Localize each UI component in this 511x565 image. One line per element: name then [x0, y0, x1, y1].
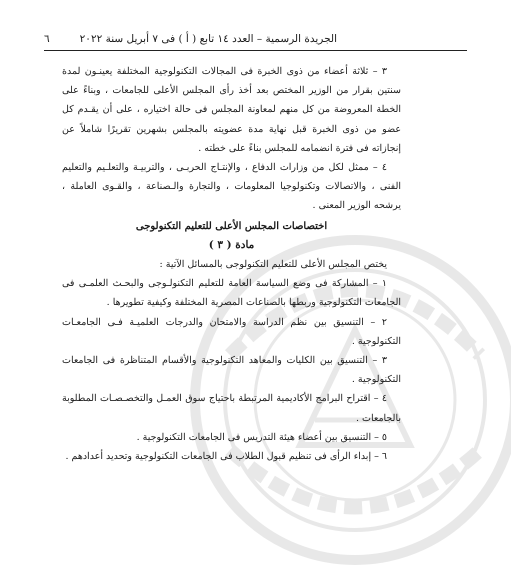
list-item: ١ – المشاركة فى وضع السياسة العامة للتعليم التكنولـوجى والبحـث العلمـى فى الجامعات التكنولوجية وربطها بالصناعات المصرية المختلفة وكيفية تطويرها . [62, 278, 401, 309]
list-item: ٥ – التنسيق بين أعضاء هيئة التدريس فى الجامعات التكنولوجية . [136, 431, 387, 443]
paragraph-member-experts: ٣ – ثلاثة أعضاء من ذوى الخبرة فى المجالات التكنولوجية المختلفة يعينـون لمدة سنتين بقرار من الوزير المختص بعد أخذ رأى المجلس الأعلى للجامعات ، وبناءً على الخطة المعروضة من كل منهم لمعاونة المجلس فى حالة اختياره ، على أن يقـدم كل عضو من ذوى الخبرة قبل نهاية مدة عضويته بالمجلس بشهرين تقريرًا شاملاً عن إنجازاته فى فترة انضمامه للمجلس بناءً على خطته . [62, 66, 401, 154]
section-heading: اختصاصات المجلس الأعلى للتعليم التكنولوجى [135, 220, 328, 232]
gazette-title: الجريدة الرسمية – العدد ١٤ تابع ( أ ) فى ٧ أبريل سنة ٢٠٢٢ [79, 33, 337, 45]
list-item: ٤ – اقتراح البرامج الأكاديمية المرتبطة باحتياج سوق العمـل والتخصـصـات المطلوبة بالجامعات . [62, 393, 401, 424]
paragraph-ministry-representatives: ٤ – ممثل لكل من وزارات الدفاع ، والإنتـاج الحربـى ، والتربيـة والتعلـيم والتعليم الفنى ، والاتصالات وتكنولوجيا المعلومات ، والتجارة والـصناعة ، والقـوى العاملة ، يرشحه الوزير المعنى . [62, 162, 401, 212]
document-body [62, 62, 401, 466]
header-divider [44, 50, 467, 51]
list-item: ٢ – التنسيق بين نظم الدراسة والامتحان والدرجات العلميـة فـى الجامعـات التكنولوجية . [62, 316, 401, 347]
article-heading: مادة ( ٣ ) [208, 238, 255, 251]
article-intro: يختص المجلس الأعلى للتعليم التكنولوجى بالمسائل الآتية : [159, 259, 387, 271]
page-number: ٦ [44, 33, 50, 45]
list-item: ٦ – إبداء الرأى فى تنظيم قبول الطلاب فى الجامعات التكنولوجية وتحديد أعدادهم . [65, 451, 387, 463]
list-item: ٣ – التنسيق بين الكليات والمعاهد التكنولوجية والأقسام المتناظرة فى الجامعات التكنولوجية . [62, 355, 401, 386]
page-header [44, 30, 467, 48]
